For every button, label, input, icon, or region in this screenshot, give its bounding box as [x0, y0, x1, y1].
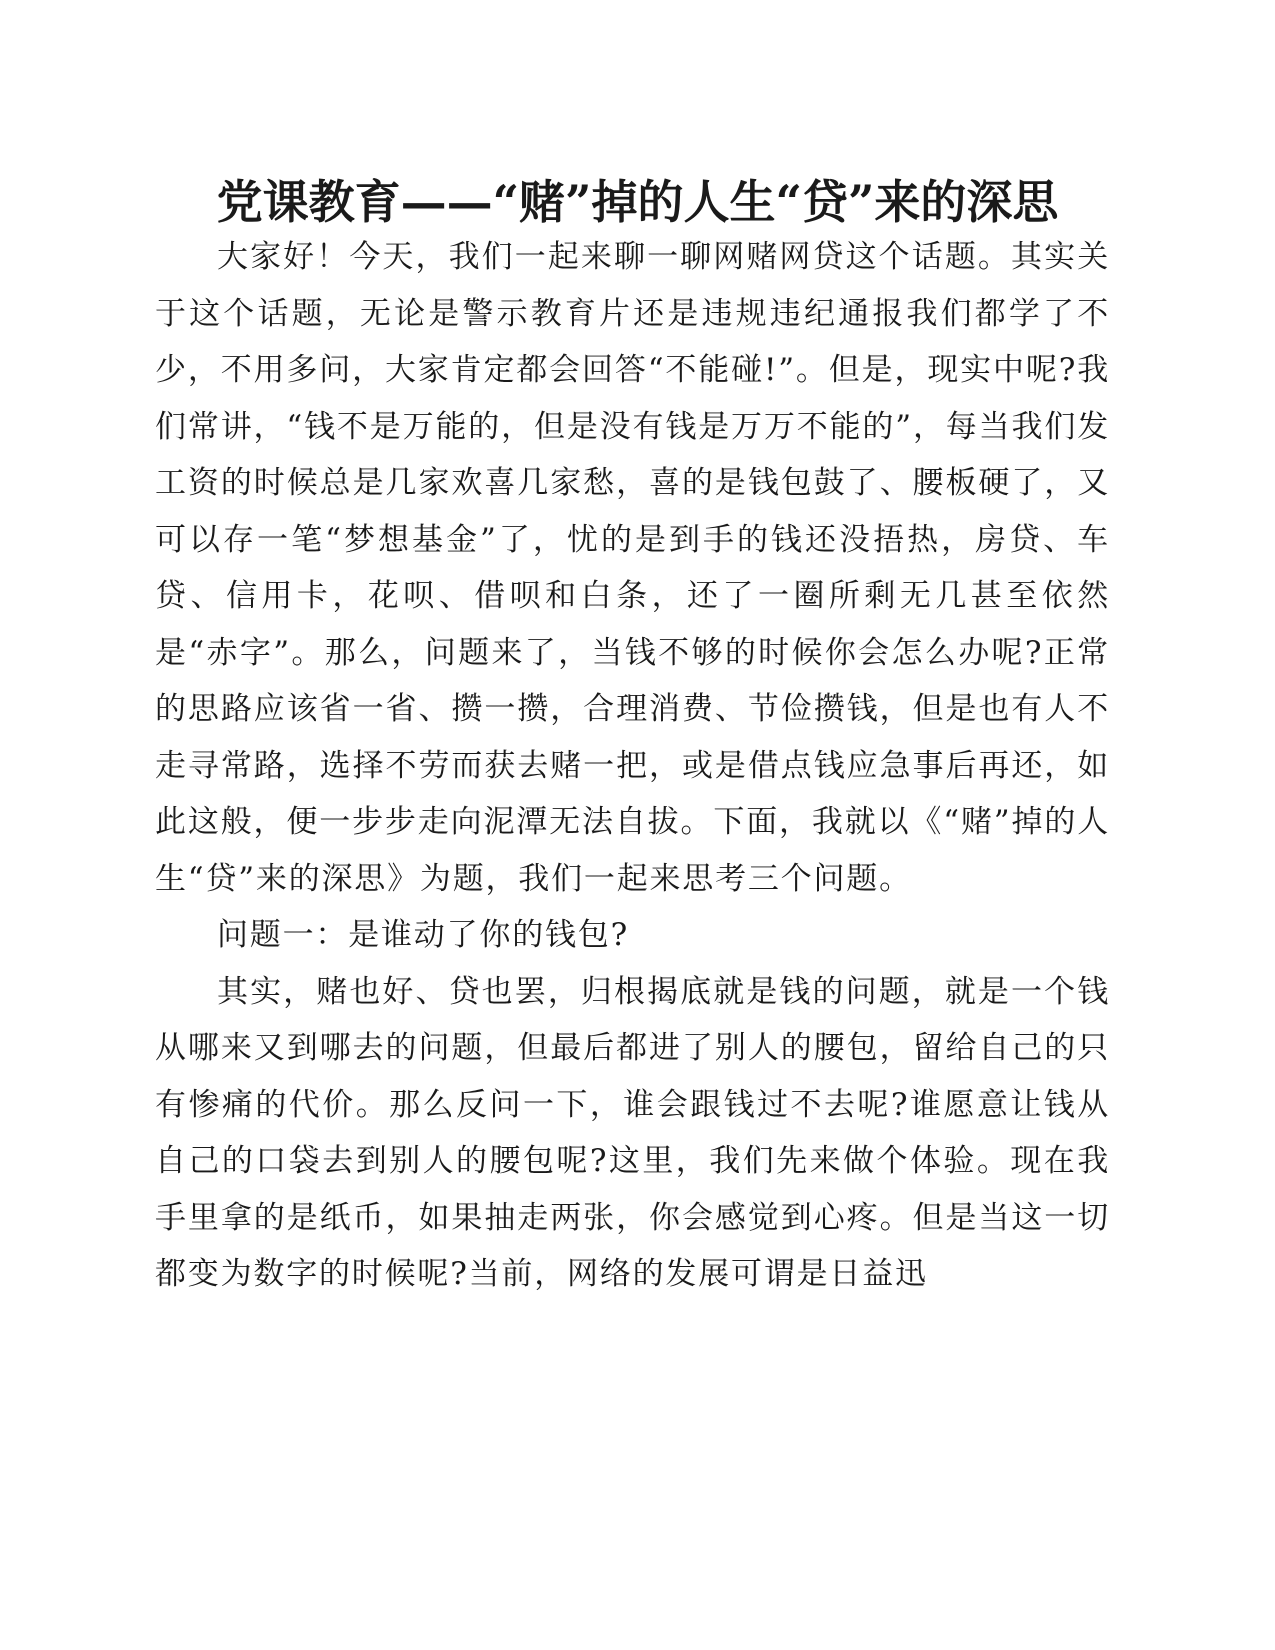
- intro-paragraph: 大家好！今天，我们一起来聊一聊网赌网贷这个话题。其实关于这个话题，无论是警示教育片还是违规违纪通报我们都学了不少，不用多问，大家肯定都会回答“不能碰!”。但是，现实中呢?我们常讲，“钱不是万能的，但是没有钱是万万不能的”，每当我们发工资的时候总是几家欢喜几家愁，喜的是钱包鼓了、腰板硬了，又可以存一笔“梦想基金”了，忧的是到手的钱还没捂热，房贷、车贷、信用卡，花呗、借呗和白条，还了一圈所剩无几甚至依然是“赤字”。那么，问题来了，当钱不够的时候你会怎么办呢?正常的思路应该省一省、攒一攒，合理消费、节俭攒钱，但是也有人不走寻常路，选择不劳而获去赌一把，或是借点钱应急事后再还，如此这般，便一步步走向泥潭无法自拔。下面，我就以《“赌”掉的人生“贷”来的深思》为题，我们一起来思考三个问题。: [155, 239, 1110, 897]
- document-title: 党课教育——“赌”掉的人生“贷”来的深思: [216, 175, 1059, 229]
- question-one-paragraph: 其实，赌也好、贷也罢，归根揭底就是钱的问题，就是一个钱从哪来又到哪去的问题，但最后都进了别人的腰包，留给自己的只有惨痛的代价。那么反问一下，谁会跟钱过不去呢?谁愿意让钱从自己的口袋去到别人的腰包呢?这里，我们先来做个体验。现在我手里拿的是纸币，如果抽走两张，你会感觉到心疼。但是当这一切都变为数字的时候呢?当前，网络的发展可谓是日益迅: [155, 973, 1110, 1292]
- question-one-heading: 问题一：是谁动了你的钱包?: [217, 917, 630, 953]
- document-body: [155, 229, 1110, 1303]
